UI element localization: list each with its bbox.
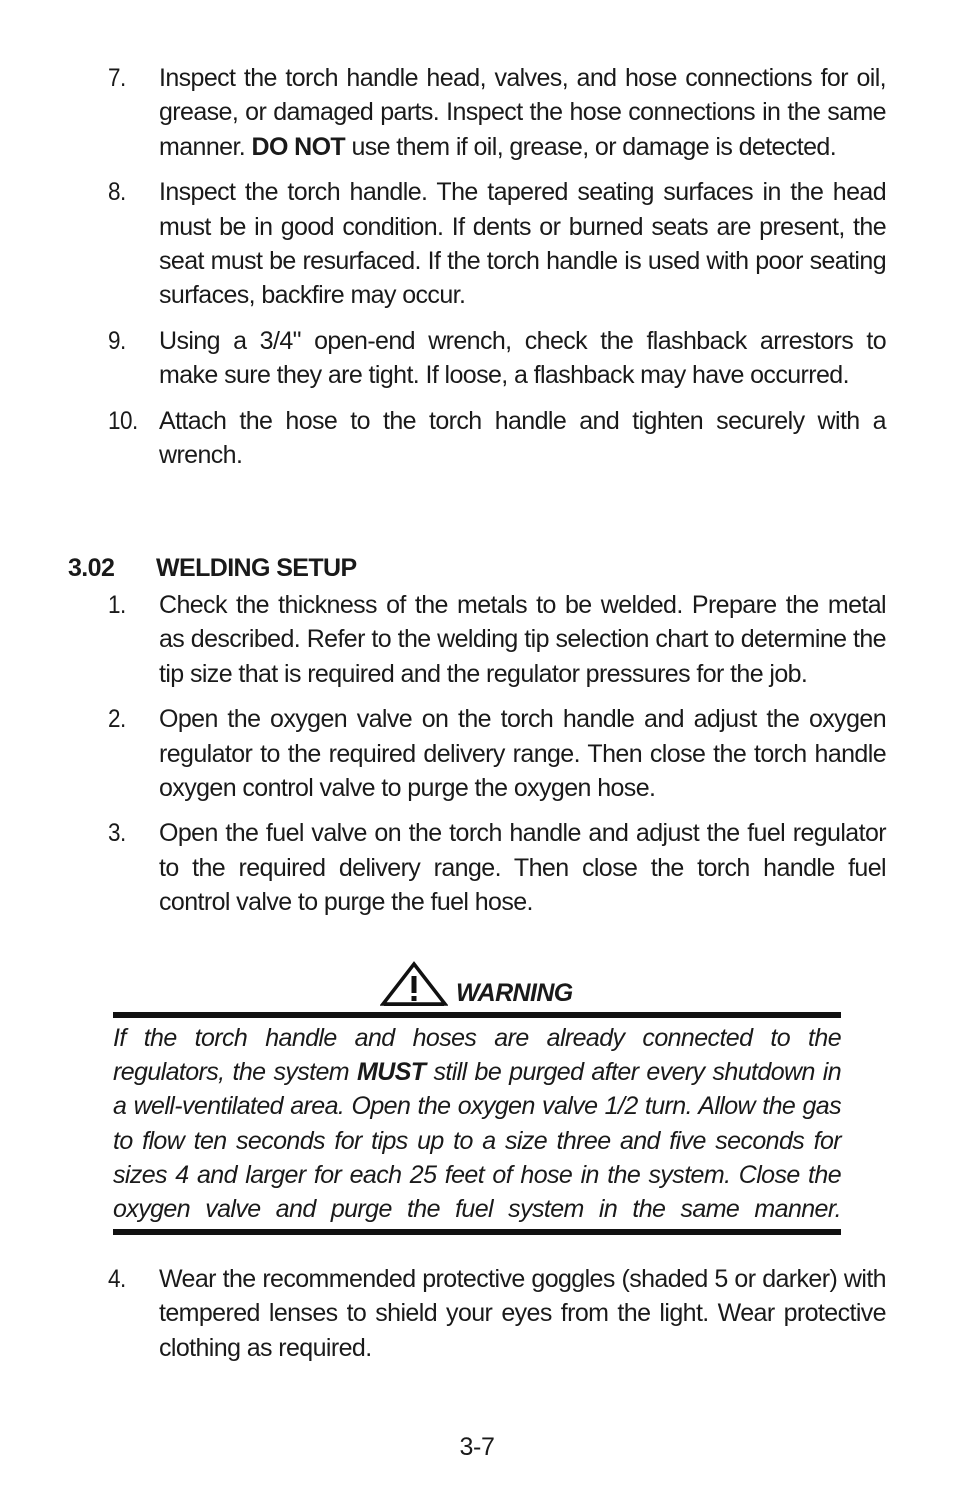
item-text-part: Inspect the torch handle head, valves, and hose connections for oil, grease, or damaged parts. Inspect the hose connections in the same manner.	[159, 64, 886, 161]
item-number: 10.	[108, 406, 138, 435]
inspection-steps-list	[108, 61, 886, 483]
item-text: Using a 3/4" open-end wrench, check the flashback arrestors to make sure they are tight. If loose, a flashback may have occurred.	[159, 326, 886, 390]
emphasis-do-not: DO NOT	[251, 132, 346, 161]
list-item	[108, 702, 886, 805]
final-steps-list	[108, 1262, 886, 1376]
warning-text	[113, 1021, 841, 1226]
warning-top-rule	[113, 1012, 841, 1018]
warning-label: WARNING	[456, 979, 573, 1007]
item-number: 4.	[108, 1265, 126, 1293]
item-text	[159, 61, 886, 164]
list-item	[108, 588, 886, 691]
warning-triangle-icon	[380, 961, 448, 1007]
section-number: 3.02	[68, 554, 115, 582]
item-text-part: use them if oil, grease, or damage is detected.	[345, 132, 837, 161]
item-text: Wear the recommended protective goggles (shaded 5 or darker) with tempered lenses to shield your eyes from the light. Wear protective clothing as required.	[159, 1265, 886, 1362]
item-text: Attach the hose to the torch handle and tighten securely with a wrench.	[159, 406, 886, 470]
item-number: 2.	[108, 705, 126, 734]
item-number: 1.	[108, 591, 126, 619]
item-text: Open the fuel valve on the torch handle and adjust the fuel regulator to the required delivery range. Then close the torch handle fuel control valve to purge the fuel hose.	[159, 819, 886, 917]
list-item	[108, 404, 886, 473]
warning-bottom-rule	[113, 1229, 841, 1235]
emphasis-must: MUST	[357, 1058, 426, 1087]
item-number: 8.	[108, 178, 126, 207]
list-item	[108, 175, 886, 313]
list-item	[108, 61, 886, 164]
list-item	[108, 816, 886, 919]
list-item	[108, 324, 886, 393]
item-number: 3.	[108, 819, 126, 848]
section-heading	[68, 552, 357, 584]
item-number: 7.	[108, 64, 126, 92]
warning-header	[380, 955, 573, 1007]
list-item	[108, 1262, 886, 1365]
item-text: Open the oxygen valve on the torch handle and adjust the oxygen regulator to the required delivery range. Then close the torch handle oxygen control valve to purge the oxygen hose.	[159, 705, 886, 803]
section-title: WELDING SETUP	[156, 554, 357, 582]
item-text: Inspect the torch handle. The tapered seating surfaces in the head must be in good condition. If dents or burned seats are present, the seat must be resurfaced. If the torch handle is used with poor seating surfaces, backfire may occur.	[159, 178, 886, 310]
setup-steps-list	[108, 588, 886, 931]
warning-text-part: If the torch handle and hoses are already connected to the regulators, the system	[113, 1024, 841, 1087]
page-number: 3-7	[459, 1433, 495, 1461]
item-number: 9.	[108, 326, 126, 355]
item-text: Check the thickness of the metals to be welded. Prepare the metal as described. Refer to the welding tip selection chart to determine the tip size that is required and the regulator pressures for the job.	[159, 591, 886, 688]
warning-text-part: still be purged after every shutdown in a well-ventilated area. Open the oxygen valve 1/2 turn. Allow the gas to flow ten seconds for tips up to a size three and five seconds for sizes 4 and larger for each 25 feet of hose in the system. Close the oxygen valve and purge the fuel system in the same manner.	[113, 1058, 842, 1224]
